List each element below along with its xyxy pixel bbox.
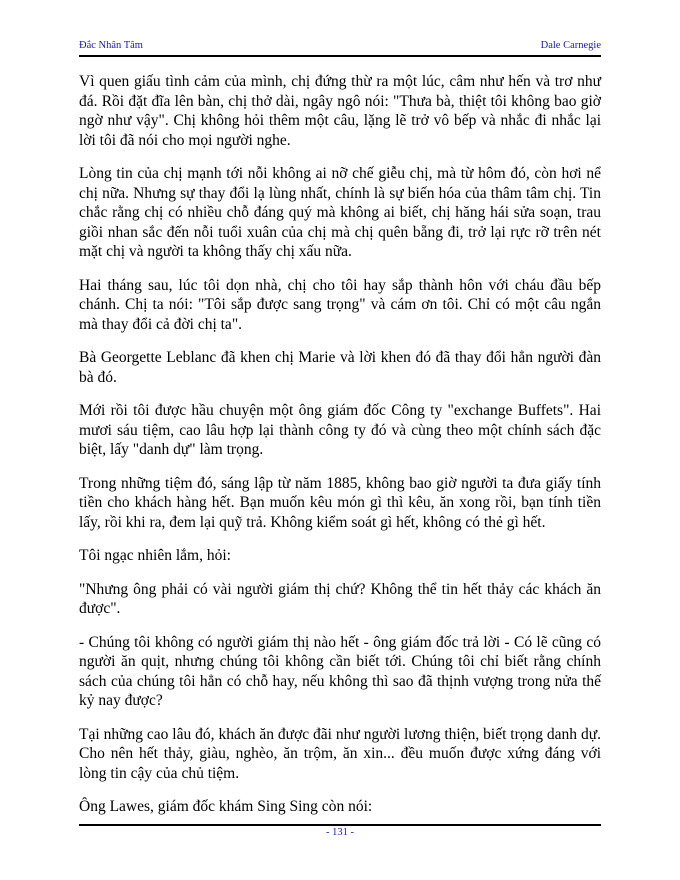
paragraph: "Nhưng ông phải có vài người giám thị chứ? Không thể tin hết thảy các khách ăn được".	[79, 580, 601, 617]
page-header	[79, 40, 601, 54]
paragraph: Ông Lawes, giám đốc khám Sing Sing còn nói:	[79, 798, 373, 815]
paragraph: Tôi ngạc nhiên lắm, hỏi:	[79, 547, 231, 564]
footer-rule	[79, 824, 601, 826]
paragraph: Hai tháng sau, lúc tôi dọn nhà, chị cho tôi hay sắp thành hôn với cháu đầu bếp chánh. Chị ta nói: "Tôi sắp được sang trọng" và cám ơn tôi. Chỉ có một câu ngắn mà thay đổi cả đời chị ta".	[79, 276, 601, 333]
paragraph: Tại những cao lâu đó, khách ăn được đãi như người lương thiện, biết trọng danh dự. Cho nên hết thảy, giàu, nghèo, ăn trộm, ăn xin... đều muốn được xứng đáng với lòng tin cậy của chủ tiệm.	[79, 725, 601, 782]
paragraph: Lòng tin của chị mạnh tới nỗi không ai nỡ chế giễu chị, mà từ hôm đó, còn hơi nể chị nữa. Nhưng sự thay đổi lạ lùng nhất, chính là sự biến hóa của thâm tâm chị. Tin chắc rằng chị có nhiều chỗ đáng quý mà không ai biết, chị hăng hái sửa soạn, trau giồi nhan sắc đến nỗi tuổi xuân của chị mà chị quên bẵng đi, trở lại rực rỡ trên nét mặt chị và người ta không thấy chị xấu nữa.	[79, 165, 601, 260]
header-rule	[79, 55, 601, 57]
page-body	[79, 72, 601, 831]
paragraph: Mới rồi tôi được hầu chuyện một ông giám đốc Công ty "exchange Buffets". Hai mươi sáu tiệm, cao lâu hợp lại thành công ty đó và cùng theo một chính sách đặc biệt, lấy "danh dự" làm trọng.	[79, 402, 601, 458]
paragraph: - Chúng tôi không có người giám thị nào hết - ông giám đốc trả lời - Có lẽ cũng có người ăn quịt, nhưng chúng tôi không cần biết tới. Chúng tôi chỉ biết rằng chính sách của chúng tôi hẳn có chỗ hay, nếu không thì sao đã thịnh vượng trong nửa thế kỷ nay được?	[79, 633, 601, 709]
paragraph: Vì quen giấu tình cảm của mình, chị đứng thừ ra một lúc, câm như hến và trơ như đá. Rồi đặt đĩa lên bàn, chị thở dài, ngây ngô nói: "Thưa bà, thiệt tôi không bao giờ ngờ như vậy". Chị không hỏi thêm một câu, lặng lẽ trở vô bếp và nhắc đi nhắc lại lời tôi đã nói cho mọi người nghe.	[79, 73, 601, 149]
paragraph: Bà Georgette Leblanc đã khen chị Marie và lời khen đó đã thay đổi hẳn người đàn bà đó.	[79, 349, 601, 386]
header-book-title: Đắc Nhân Tâm	[79, 40, 143, 51]
paragraph: Trong những tiệm đó, sáng lập từ năm 1885, không bao giờ người ta đưa giấy tính tiền cho khách hàng hết. Bạn muốn kêu món gì thì kêu, ăn xong rồi, bạn tính tiền lấy, rồi khi ra, đem lại quỹ trả. Không kiểm soát gì hết, không có thẻ gì hết.	[79, 474, 601, 531]
header-author: Dale Carnegie	[540, 40, 601, 51]
page-number: - 131 -	[326, 827, 354, 838]
